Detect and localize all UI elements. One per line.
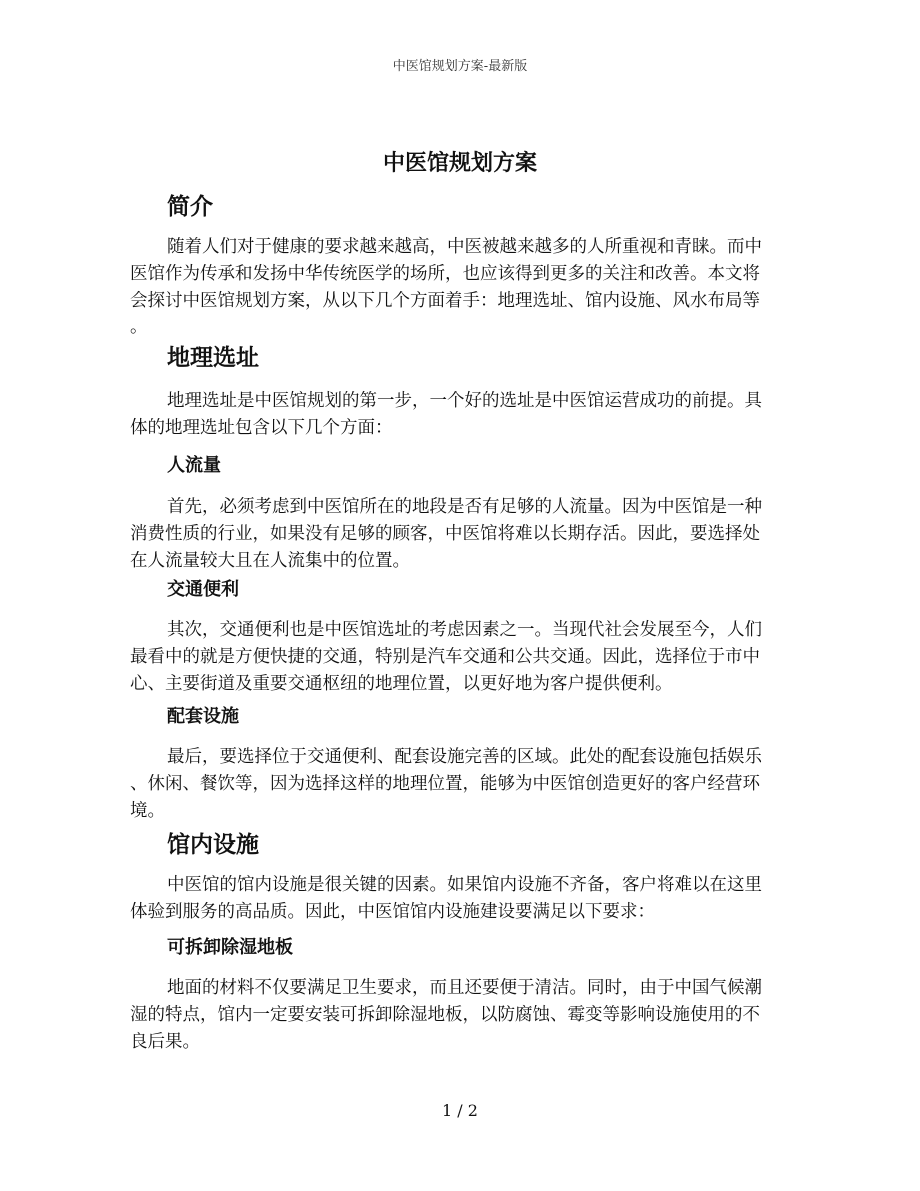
running-header: 中医馆规划方案-最新版 xyxy=(392,59,528,74)
heading-facilities: 馆内设施 xyxy=(167,832,259,858)
text-line: 随着人们对于健康的要求越来越高，中医被越来越多的人所重视和青睐。而中 xyxy=(167,237,762,257)
heading-transport: 交通便利 xyxy=(167,579,239,600)
heading-flooring: 可拆卸除湿地板 xyxy=(167,937,293,958)
text-line: 体的地理选址包含以下几个方面： xyxy=(130,417,393,438)
text-line: 最后，要选择位于交通便利、配套设施完善的区域。此处的配套设施包括娱乐 xyxy=(167,747,762,767)
text-line: 会探讨中医馆规划方案，从以下几个方面着手：地理选址、馆内设施、风水布局等 xyxy=(130,290,760,311)
text-line: 。 xyxy=(130,317,148,338)
text-line: 地面的材料不仅要满足卫生要求，而且还要便于清洁。同时，由于中国气候潮 xyxy=(167,978,762,998)
text-line: 境。 xyxy=(130,800,165,821)
paragraph-flooring xyxy=(130,975,800,1055)
text-line: 中医馆的馆内设施是很关键的因素。如果馆内设施不齐备，客户将难以在这里 xyxy=(167,875,762,895)
text-line: 在人流量较大且在人流集中的位置。 xyxy=(130,550,410,571)
document-title: 中医馆规划方案 xyxy=(382,151,537,176)
text-line: 地理选址是中医馆规划的第一步，一个好的选址是中医馆运营成功的前提。具 xyxy=(167,391,762,411)
paragraph-intro xyxy=(130,234,800,341)
text-line: 心、主要街道及重要交通枢纽的地理位置，以更好地为客户提供便利。 xyxy=(130,673,673,694)
text-line: 消费性质的行业，如果没有足够的顾客，中医馆将难以长期存活。因此，要选择处 xyxy=(130,523,760,544)
text-line: 体验到服务的高品质。因此，中医馆馆内设施建设要满足以下要求： xyxy=(130,901,655,922)
paragraph-amenities xyxy=(130,744,800,824)
text-line: 医馆作为传承和发扬中华传统医学的场所，也应该得到更多的关注和改善。本文将 xyxy=(130,263,760,284)
heading-intro: 简介 xyxy=(167,194,213,220)
text-line: 其次，交通便利也是中医馆选址的考虑因素之一。当现代社会发展至今，人们 xyxy=(167,620,762,640)
heading-location: 地理选址 xyxy=(167,345,259,371)
text-line: 湿的特点，馆内一定要安装可拆卸除湿地板，以防腐蚀、霉变等影响设施使用的不 xyxy=(130,1004,760,1025)
paragraph-location xyxy=(130,388,800,442)
page-number: 1 / 2 xyxy=(442,1101,478,1120)
text-line: 、休闲、餐饮等，因为选择这样的地理位置，能够为中医馆创造更好的客户经营环 xyxy=(130,773,760,794)
heading-foot-traffic: 人流量 xyxy=(167,455,221,476)
text-line: 首先，必须考虑到中医馆所在的地段是否有足够的人流量。因为中医馆是一种 xyxy=(167,497,762,517)
text-line: 良后果。 xyxy=(130,1031,200,1052)
text-line: 最看中的就是方便快捷的交通，特别是汽车交通和公共交通。因此，选择位于市中 xyxy=(130,646,760,667)
heading-amenities: 配套设施 xyxy=(167,706,239,727)
paragraph-facilities xyxy=(130,872,800,926)
paragraph-transport xyxy=(130,617,800,697)
paragraph-foot-traffic xyxy=(130,494,800,574)
